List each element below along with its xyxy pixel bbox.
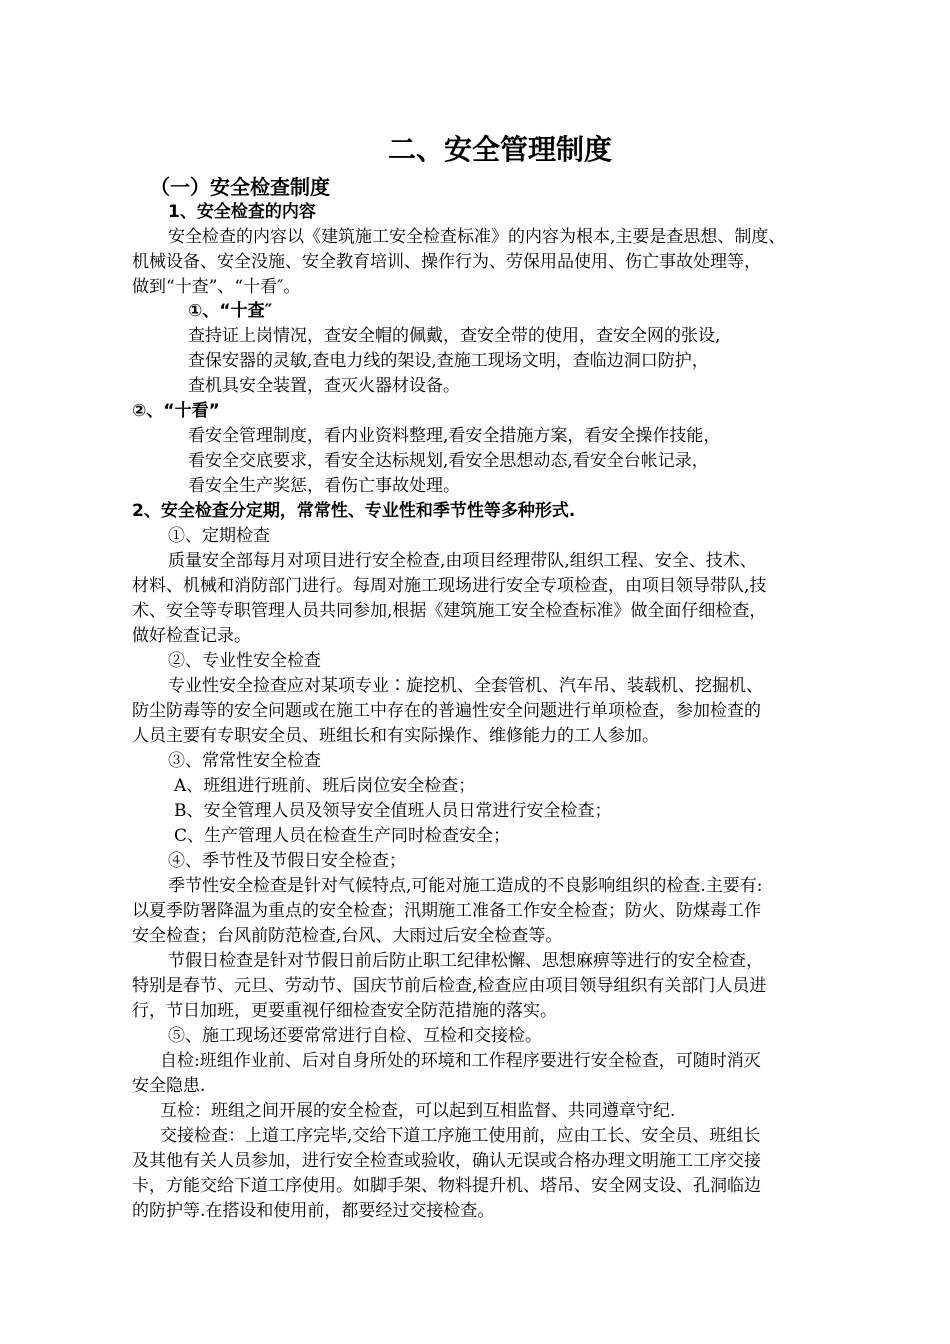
section-heading-safety-inspection: （一）安全检查制度 bbox=[150, 175, 330, 199]
list-line: 看安全交底要求，看安全达标规划,看安全思想动态,看安全台帐记录， bbox=[188, 451, 709, 471]
list-line: 查保安器的灵敏,查电力线的架设,查施工现场文明，查临边洞口防护， bbox=[188, 351, 709, 371]
paragraph-line: 防尘防毒等的安全问题或在施工中存在的普遍性安全问题进行单项检查，参加检查的 bbox=[132, 701, 761, 721]
paragraph-line: 季节性安全检查是针对气候特点,可能对施工造成的不良影响组织的检查.主要有: bbox=[168, 876, 763, 896]
paragraph-line: 以夏季防署降温为重点的安全检查；汛期施工准备工作安全检查；防火、防煤毒工作 bbox=[132, 901, 761, 921]
paragraph-line: 交接检查：上道工序完毕,交给下道工序施工使用前，应由工长、安全员、班组长 bbox=[160, 1126, 761, 1146]
subheading-periodic-inspection: ①、定期检查 bbox=[168, 526, 270, 546]
paragraph-line: 做好检查记录。 bbox=[132, 626, 251, 646]
item-heading-inspection-forms: 2、安全检查分定期，常常性、专业性和季节性等多种形式. bbox=[132, 501, 576, 521]
list-item: B、安全管理人员及领导安全值班人员日常进行安全检查； bbox=[174, 801, 612, 821]
subheading-seasonal-inspection: ④、季节性及节假日安全检查； bbox=[168, 851, 406, 871]
subheading-ten-checks: ①、“十查″ bbox=[188, 301, 273, 321]
subheading-routine-inspection: ③、常常性安全检查 bbox=[168, 751, 321, 771]
paragraph-line: 术、安全等专职管理人员共同参加,根据《建筑施工安全检查标准》做全面仔细检查， bbox=[132, 601, 767, 621]
list-line: 查持证上岗情况，查安全帽的佩戴，查安全带的使用，查安全网的张设, bbox=[188, 326, 721, 346]
subheading-ten-looks: ②、“十看” bbox=[132, 401, 220, 421]
list-line: 查机具安全装置，查灭火器材设备。 bbox=[188, 376, 460, 396]
subheading-site-inspection: ⑤、施工现场还要常常进行自检、互检和交接检。 bbox=[168, 1026, 542, 1046]
paragraph-line: 及其他有关人员参加，进行安全检查或验收，确认无误或合格办理文明施工工序交接 bbox=[132, 1151, 761, 1171]
list-item: C、生产管理人员在检查生产同时检查安全； bbox=[174, 826, 511, 846]
page-title: 二、安全管理制度 bbox=[388, 133, 613, 166]
list-line: 看安全管理制度，看内业资料整理,看安全措施方案，看安全操作技能， bbox=[188, 426, 721, 446]
paragraph-line: 自检:班组作业前、后对自身所处的环境和工作程序要进行安全检查，可随时消灭 bbox=[160, 1051, 761, 1071]
paragraph-line: 专业性安全捡查应对某项专业∶旋挖机、全套管机、汽车吊、装载机、挖掘机、 bbox=[168, 676, 763, 696]
paragraph-line: 卡，方能交给下道工序使用。如脚手架、物料提升机、塔吊、安全网支设、孔洞临边 bbox=[132, 1176, 761, 1196]
paragraph-line: 质量安全部每月对项目进行安全检查,由项目经理带队,组织工程、安全、技术、 bbox=[168, 551, 757, 571]
list-line: 看安全生产奖惩，看伤亡事故处理。 bbox=[188, 476, 460, 496]
paragraph-line: 安全检查；台风前防范检查,台风、大雨过后安全检查等。 bbox=[132, 926, 563, 946]
paragraph-line: 特别是春节、元旦、劳动节、国庆节前后检查,检查应由项目领导组织有关部门人员进 bbox=[132, 976, 767, 996]
list-item: A、班组进行班前、班后岗位安全检查； bbox=[174, 776, 476, 796]
item-heading-inspection-content: 1、安全检查的内容 bbox=[168, 202, 316, 222]
paragraph-line: 做到“十查”、“十看″。 bbox=[132, 277, 301, 297]
subheading-special-inspection: ②、专业性安全检查 bbox=[168, 651, 321, 671]
paragraph-line: 机械设备、安全没施、安全教育培训、操作行为、劳保用品使用、伤亡事故处理等， bbox=[132, 252, 761, 272]
paragraph-line: 节假日检查是针对节假日前后防止职工纪律松懈、思想麻痹等进行的安全检查， bbox=[168, 951, 763, 971]
paragraph-line: 的防护等.在搭设和使用前，都要经过交接检查。 bbox=[132, 1201, 495, 1221]
paragraph-line: 人员主要有专职安全员、班组长和有实际操作、维修能力的工人参加。 bbox=[132, 726, 659, 746]
paragraph-line: 材料、机械和消防部门进行。每周对施工现场进行安全专项检查，由项目领导带队,技 bbox=[132, 576, 767, 596]
paragraph-line: 行，节日加班，更要重视仔细检查安全防范措施的落实。 bbox=[132, 1001, 557, 1021]
paragraph-line: 安全隐患. bbox=[132, 1076, 206, 1096]
paragraph-line: 互检：班组之间开展的安全检查，可以起到互相监督、共同遵章守纪. bbox=[160, 1101, 676, 1121]
paragraph-line: 安全检查的内容以《建筑施工安全检查标准》的内容为根本,主要是查思想、制度、 bbox=[168, 227, 786, 247]
